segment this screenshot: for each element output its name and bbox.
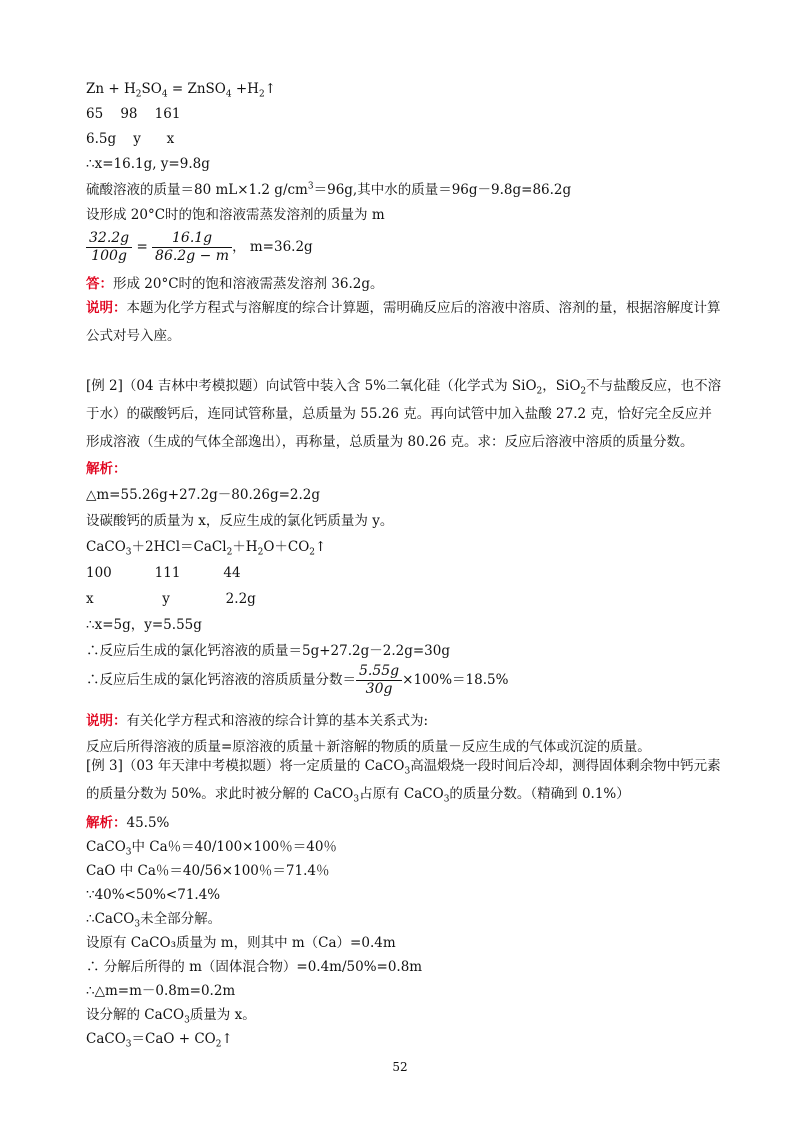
delta-m-line: △m=55.26g+27.2g－80.26g=2.2g bbox=[86, 487, 321, 503]
ca-in-caco3-line: CaCO$_3$中 Ca％＝40/100×100％＝40％ bbox=[86, 839, 337, 858]
mass-fraction-line: ∴反应后生成的氯化钙溶液的溶质质量分数＝ $\frac{5.55g}{30g}$ ×100%＝18.5% bbox=[86, 663, 509, 697]
result-line: ∴x=16.1g, y=9.8g bbox=[86, 156, 210, 172]
variable-row: 6.5g y x bbox=[86, 131, 175, 147]
equation-caco3-decomposition: CaCO$_3$＝CaO + $CO_2↑$ bbox=[86, 1031, 233, 1050]
fraction-mass: $\frac{5.55g}{30g}$ bbox=[356, 663, 402, 698]
note-line-2: 说明：有关化学方程式和溶液的综合计算的基本关系式为: bbox=[86, 713, 429, 729]
answer-label: 答： bbox=[86, 276, 113, 292]
assumption-line-4: 设分解的 CaCO$_3$质量为 x。 bbox=[86, 1007, 256, 1026]
solution-mass-line: 硫酸溶液的质量＝80 mL×1.2 $g/cm^3=96g$,其中水的质量＝96g－9.8g=86.2g bbox=[86, 181, 572, 198]
assumption-line: 设形成 20°C时的饱和溶液需蒸发溶剂的质量为 m bbox=[86, 207, 385, 223]
page-number: 52 bbox=[392, 1060, 408, 1074]
fraction-left: $\frac{32.2g}{100g}$ bbox=[86, 230, 132, 265]
example-3-problem: [例 3]（03 年天津中考模拟题）将一定质量的 CaCO$_3$高温煅烧一段时间后冷却，测得固体剩余物中钙元素的质量分数为 50%。求此时被分解的 CaCO$_3$占原有 CaCO$_3$的质量分数。（精确到 0.1%） bbox=[86, 758, 721, 805]
assumption-line-2: 设碳酸钙的质量为 x，反应生成的氯化钙质量为 y。 bbox=[86, 513, 394, 529]
answer-line: 答：形成 20°C时的饱和溶液需蒸发溶剂 36.2g。 bbox=[86, 276, 384, 292]
note-label: 说明： bbox=[86, 300, 127, 316]
solution-mass-line-2: ∴反应后生成的氯化钙溶液的质量＝5g+27.2g－2.2g=30g bbox=[86, 643, 450, 659]
note-paragraph: 说明：本题为化学方程式与溶解度的综合计算题，需明确反应后的溶液中溶质、溶剂的量，根据溶解度计算公式对号入座。 bbox=[86, 300, 721, 344]
variable-row-2: x y 2.2g bbox=[86, 591, 256, 607]
relation-line: 反应后所得溶液的质量=原溶液的质量＋新溶解的物质的质量－反应生成的气体或沉淀的质量。 bbox=[86, 739, 651, 755]
equation-caco3-hcl: $CaCO_3+2HCl=CaCl_2+H_2O+CO_2↑$ bbox=[86, 539, 327, 558]
result-line-2: ∴x=5g，y=5.55g bbox=[86, 617, 202, 633]
ca-in-cao-line: CaO 中 Ca％＝40/56×100％＝71.4％ bbox=[86, 863, 330, 879]
ratio-equation: $\frac{32.2g}{100g}$ = $\frac{16.1g}{86.2g - m}$ ， m=36.2g bbox=[86, 229, 313, 265]
molar-mass-row-2: 100 111 44 bbox=[86, 565, 241, 581]
fraction-right: $\frac{16.1g}{86.2g - m}$ bbox=[152, 230, 232, 265]
delta-m-line-3: ∴△m=m－0.8m=0.2m bbox=[86, 983, 236, 999]
analysis-line-3: 解析：45.5% bbox=[86, 815, 170, 831]
conclusion-line: ∴CaCO$_3$未全部分解。 bbox=[86, 911, 222, 930]
comparison-line: ∵40%<50%<71.4% bbox=[86, 887, 221, 903]
assumption-line-3: 设原有 CaCO₃质量为 m，则其中 m（Ca）=0.4m bbox=[86, 935, 396, 951]
equation-zn-h2so4: $Zn + H_2SO_4$ = ZnSO$_4$ $+H_2↑$ bbox=[86, 81, 277, 100]
example-2-problem: [例 2]（04 吉林中考模拟题）向试管中装入含 5%二氧化硅（化学式为 SiO$_2$，SiO$_2$不与盐酸反应，也不溶于水）的碳酸钙后，连同试管称量，总质量为 55.26 克。再向试管中加入盐酸 27.2 克，恰好完全反应并形成溶液（生成的气体全部逸出），再称量，总质量为 80.26 克。求：反应后溶液中溶质的质量分数。 bbox=[86, 378, 722, 450]
solid-mass-line: ∴ 分解后所得的 m（固体混合物）=0.4m/50%=0.8m bbox=[86, 959, 423, 975]
molar-mass-row: 65 98 161 bbox=[86, 106, 181, 122]
analysis-label: 解析： bbox=[86, 461, 127, 477]
